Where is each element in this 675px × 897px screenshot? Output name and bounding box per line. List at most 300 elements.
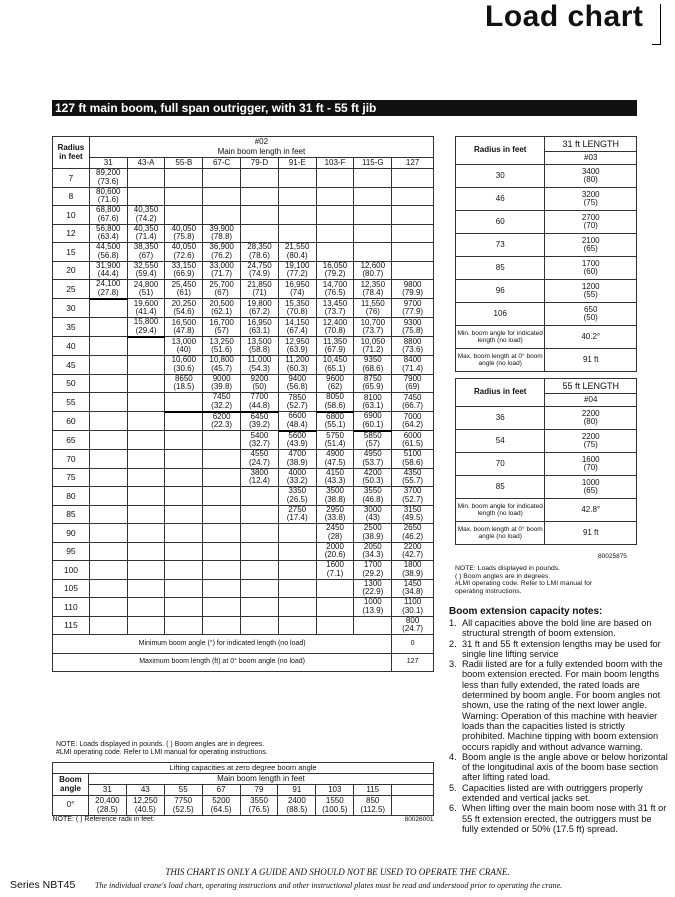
radius-cell: 50 xyxy=(53,374,90,393)
load-cell xyxy=(127,487,165,506)
load-cell xyxy=(241,542,279,561)
column-header: 43-A xyxy=(127,158,165,169)
column-header: 43 xyxy=(126,785,164,796)
radius-cell: 85 xyxy=(53,505,90,524)
load-cell xyxy=(203,524,241,543)
load-cell: 11,000 (54.3) xyxy=(241,356,279,375)
load-cell xyxy=(278,187,316,206)
load-cell: 4200 (50.3) xyxy=(354,468,392,487)
load-cell: 3550 (46.8) xyxy=(354,487,392,506)
column-header: 31 xyxy=(88,785,126,796)
column-header: 31 xyxy=(89,158,127,169)
load-cell xyxy=(316,579,354,598)
load-cell xyxy=(278,169,316,188)
load-cell: 14,150 (67.4) xyxy=(278,318,316,337)
load-cell xyxy=(278,542,316,561)
load-cell-empty xyxy=(392,796,434,816)
min-angle-value: 40.2° xyxy=(545,326,637,349)
jib-chart-code: 80025875 xyxy=(598,553,627,560)
title-bracket-line xyxy=(660,4,661,44)
radius-cell: 30 xyxy=(456,165,545,188)
radius-cell: 12 xyxy=(53,224,90,243)
load-cell: 1100 (30.1) xyxy=(392,598,434,617)
load-cell: 2950 (33.8) xyxy=(316,505,354,524)
jib-note-line: operating instructions. xyxy=(455,587,522,595)
load-cell xyxy=(316,616,354,635)
load-cell: 9350 (68.6) xyxy=(354,356,392,375)
load-cell xyxy=(392,169,434,188)
load-cell: 11,200 (60.3) xyxy=(278,356,316,375)
load-cell xyxy=(165,579,203,598)
load-cell: 7450 (32.2) xyxy=(203,393,241,412)
radius-cell: 110 xyxy=(53,598,90,617)
load-cell: 13,450 (73.7) xyxy=(316,299,354,318)
load-cell xyxy=(165,505,203,524)
load-cell: 16,700 (57) xyxy=(203,318,241,337)
load-cell xyxy=(89,299,127,318)
load-cell xyxy=(127,616,165,635)
load-cell: 9000 (39.8) xyxy=(203,374,241,393)
zero-angle-label: 0° xyxy=(53,796,89,816)
radius-cell: 10 xyxy=(53,206,90,225)
load-cell xyxy=(89,598,127,617)
load-cell xyxy=(316,598,354,617)
max-length-label: Max. boom length at 0° boom angle (no load) xyxy=(456,522,545,545)
max-length-value: 91 ft xyxy=(545,522,637,545)
load-cell xyxy=(203,542,241,561)
load-cell xyxy=(392,187,434,206)
boom-length-header: Main boom length in feet xyxy=(88,774,433,785)
load-cell: 12,950 (63.9) xyxy=(278,337,316,356)
zero-table-title: Lifting capacities at zero degree boom angle xyxy=(53,763,434,774)
extension-note xyxy=(449,803,669,834)
load-cell: 8400 (71.4) xyxy=(392,356,434,375)
load-cell: 9600 (62) xyxy=(316,374,354,393)
load-cell: 6900 (60.1) xyxy=(354,412,392,431)
load-cell: 5200 (64.5) xyxy=(202,796,240,816)
extension-note xyxy=(449,639,669,660)
radius-cell: 45 xyxy=(53,356,90,375)
load-cell: 19,100 (77.2) xyxy=(278,261,316,280)
load-cell: 3000 (43) xyxy=(354,505,392,524)
lmi-code: #03 xyxy=(545,152,637,165)
load-cell xyxy=(165,598,203,617)
load-cell: 2200 (80) xyxy=(545,407,637,430)
load-cell: 1600 (70) xyxy=(545,453,637,476)
load-cell: 13,500 (58.8) xyxy=(241,337,279,356)
load-cell: 8100 (63.1) xyxy=(354,393,392,412)
load-cell: 3700 (52.7) xyxy=(392,487,434,506)
load-cell xyxy=(127,374,165,393)
load-cell xyxy=(165,524,203,543)
load-cell xyxy=(354,616,392,635)
load-cell xyxy=(203,169,241,188)
load-cell: 5850 (57) xyxy=(354,431,392,450)
load-cell: 2650 (46.2) xyxy=(392,524,434,543)
radius-cell: 70 xyxy=(53,450,90,469)
load-cell: 1550 (100.5) xyxy=(316,796,354,816)
load-cell: 4000 (33.2) xyxy=(278,468,316,487)
note-text: 31 ft and 55 ft extension lengths may be used for single line lifting service xyxy=(462,638,661,659)
load-cell xyxy=(127,393,165,412)
main-note-line: NOTE: Loads displayed in pounds. ( ) Boom angles are in degrees. xyxy=(56,741,265,748)
load-cell xyxy=(241,505,279,524)
load-cell: 9200 (50) xyxy=(241,374,279,393)
radius-cell: 95 xyxy=(53,542,90,561)
load-cell: 9300 (75.8) xyxy=(392,318,434,337)
jib-length-header: 55 ft LENGTH xyxy=(545,379,637,394)
load-cell: 80,600 (71.6) xyxy=(89,187,127,206)
load-cell xyxy=(203,579,241,598)
load-cell xyxy=(89,505,127,524)
jib-55ft-table xyxy=(455,378,637,545)
load-cell xyxy=(127,561,165,580)
load-cell xyxy=(392,243,434,262)
note-number: 6. xyxy=(449,803,457,814)
lmi-code: #02 xyxy=(89,137,433,148)
radius-cell: 30 xyxy=(53,299,90,318)
load-cell xyxy=(165,412,203,431)
load-cell xyxy=(127,524,165,543)
load-cell: 1200 (55) xyxy=(545,280,637,303)
load-cell: 1450 (34.8) xyxy=(392,579,434,598)
load-cell: 19,600 (41.4) xyxy=(127,299,165,318)
note-text: Capacities listed are with outriggers properly extended and vertical jacks set. xyxy=(462,782,643,804)
load-cell: 20,500 (62.1) xyxy=(203,299,241,318)
load-cell: 40,050 (72.6) xyxy=(165,243,203,262)
load-cell xyxy=(165,616,203,635)
load-cell xyxy=(354,243,392,262)
lmi-code: #04 xyxy=(545,394,637,407)
load-cell xyxy=(127,450,165,469)
load-cell: 3150 (49.5) xyxy=(392,505,434,524)
load-cell xyxy=(89,318,127,337)
load-cell xyxy=(316,206,354,225)
load-cell: 4350 (55.7) xyxy=(392,468,434,487)
radius-cell: 90 xyxy=(53,524,90,543)
load-cell xyxy=(354,169,392,188)
column-header: 55-B xyxy=(165,158,203,169)
radius-cell: 106 xyxy=(456,303,545,326)
radius-cell: 70 xyxy=(456,453,545,476)
load-cell: 16,950 (74) xyxy=(278,280,316,299)
column-header: 115-G xyxy=(354,158,392,169)
load-cell: 15,350 (70.8) xyxy=(278,299,316,318)
load-cell xyxy=(241,524,279,543)
load-cell: 2050 (34.3) xyxy=(354,542,392,561)
series-label: Series NBT45 xyxy=(10,879,76,891)
load-cell xyxy=(392,206,434,225)
load-cell: 4700 (38.9) xyxy=(278,450,316,469)
load-cell xyxy=(127,356,165,375)
min-angle-value: 42.8° xyxy=(545,499,637,522)
radius-cell: 75 xyxy=(53,468,90,487)
column-header: 103 xyxy=(316,785,354,796)
load-cell xyxy=(316,224,354,243)
load-cell: 25,450 (61) xyxy=(165,280,203,299)
load-cell: 8800 (73.6) xyxy=(392,337,434,356)
load-cell: 9800 (79.9) xyxy=(392,280,434,299)
radius-cell: 85 xyxy=(456,257,545,280)
load-cell xyxy=(89,431,127,450)
load-cell: 3200 (75) xyxy=(545,188,637,211)
load-cell xyxy=(203,561,241,580)
load-cell: 3500 (38.8) xyxy=(316,487,354,506)
max-length-value: 127 xyxy=(392,653,434,672)
column-header: 115 xyxy=(354,785,392,796)
load-cell: 20,250 (54.6) xyxy=(165,299,203,318)
load-cell xyxy=(203,487,241,506)
load-cell: 6800 (55.1) xyxy=(316,412,354,431)
extension-note xyxy=(449,618,669,639)
column-header: 67-C xyxy=(203,158,241,169)
load-cell xyxy=(89,616,127,635)
load-cell: 3800 (12.4) xyxy=(241,468,279,487)
load-cell: 3400 (80) xyxy=(545,165,637,188)
load-cell xyxy=(89,487,127,506)
zero-angle-table xyxy=(52,762,434,825)
load-cell: 21,850 (71) xyxy=(241,280,279,299)
load-cell xyxy=(278,524,316,543)
load-cell: 4900 (47.5) xyxy=(316,450,354,469)
load-cell xyxy=(127,505,165,524)
load-cell: 2000 (20.6) xyxy=(316,542,354,561)
radius-cell: 54 xyxy=(456,430,545,453)
column-header: 67 xyxy=(202,785,240,796)
load-cell xyxy=(89,450,127,469)
load-cell: 11,350 (67.9) xyxy=(316,337,354,356)
title-bracket-tick xyxy=(652,44,661,45)
load-cell xyxy=(316,187,354,206)
load-cell xyxy=(241,169,279,188)
column-header: 127 xyxy=(392,158,434,169)
load-cell: 7750 (52.5) xyxy=(164,796,202,816)
load-cell: 21,550 (80.4) xyxy=(278,243,316,262)
load-cell xyxy=(278,206,316,225)
load-cell: 40,350 (71.4) xyxy=(127,224,165,243)
load-cell: 40,350 (74.2) xyxy=(127,206,165,225)
load-cell: 36,900 (76.2) xyxy=(203,243,241,262)
load-cell: 6200 (22.3) xyxy=(203,412,241,431)
load-cell xyxy=(241,187,279,206)
load-cell xyxy=(241,561,279,580)
load-cell: 25,700 (67) xyxy=(203,280,241,299)
load-cell: 2750 (17.4) xyxy=(278,505,316,524)
load-cell: 7850 (52.7) xyxy=(278,393,316,412)
column-header: 55 xyxy=(164,785,202,796)
load-cell: 2700 (70) xyxy=(545,211,637,234)
load-cell xyxy=(316,243,354,262)
load-cell xyxy=(241,487,279,506)
load-cell xyxy=(165,393,203,412)
load-cell: 4550 (24.7) xyxy=(241,450,279,469)
min-angle-label: Min. boom angle for indicated length (no load) xyxy=(456,326,545,349)
load-cell: 800 (24.7) xyxy=(392,616,434,635)
load-cell: 44,500 (56.8) xyxy=(89,243,127,262)
load-cell xyxy=(165,431,203,450)
footer-warning: THIS CHART IS ONLY A GUIDE AND SHOULD NOT BE USED TO OPERATE THE CRANE. xyxy=(165,867,510,877)
load-cell: 13,000 (40) xyxy=(165,337,203,356)
load-cell xyxy=(165,206,203,225)
main-notes xyxy=(56,741,446,757)
load-cell: 1700 (29.2) xyxy=(354,561,392,580)
column-header: 91-E xyxy=(278,158,316,169)
load-cell xyxy=(165,450,203,469)
load-cell: 3550 (76.5) xyxy=(240,796,278,816)
load-cell xyxy=(165,169,203,188)
load-cell: 650 (50) xyxy=(545,303,637,326)
extension-note xyxy=(449,659,669,710)
load-cell: 32,550 (59.4) xyxy=(127,261,165,280)
max-length-value: 91 ft xyxy=(545,349,637,372)
load-cell: 68,800 (67.6) xyxy=(89,206,127,225)
load-cell xyxy=(89,374,127,393)
load-cell xyxy=(89,524,127,543)
load-cell xyxy=(354,187,392,206)
main-note-line: #LMI operating code. Refer to LMI manual for operating instructions. xyxy=(56,749,268,756)
load-cell xyxy=(127,468,165,487)
load-cell: 10,700 (73.7) xyxy=(354,318,392,337)
load-cell: 8050 (58.6) xyxy=(316,393,354,412)
load-cell xyxy=(392,224,434,243)
load-cell: 4950 (53.7) xyxy=(354,450,392,469)
load-cell: 1800 (38.9) xyxy=(392,561,434,580)
load-cell xyxy=(203,450,241,469)
radius-cell: 105 xyxy=(53,579,90,598)
column-header: 79-D xyxy=(241,158,279,169)
load-cell xyxy=(127,431,165,450)
load-cell xyxy=(127,598,165,617)
load-cell xyxy=(127,542,165,561)
load-cell: 1000 (13.9) xyxy=(354,598,392,617)
note-text: Warning: Operation of this machine with heavier loads than the capacities listed is strictly prohibited. Machine tipping with boom extension occurs rapidly and without advance warning. xyxy=(462,710,659,752)
radius-cell: 46 xyxy=(456,188,545,211)
load-cell xyxy=(203,431,241,450)
load-cell: 12,600 (80.7) xyxy=(354,261,392,280)
radius-cell: 60 xyxy=(53,412,90,431)
radius-cell: 7 xyxy=(53,169,90,188)
radius-cell: 35 xyxy=(53,318,90,337)
column-header: 79 xyxy=(240,785,278,796)
load-cell: 2450 (28) xyxy=(316,524,354,543)
load-cell: 19,800 (67.2) xyxy=(241,299,279,318)
load-cell: 6600 (48.4) xyxy=(278,412,316,431)
load-cell xyxy=(89,579,127,598)
boom-length-header: Main boom length in feet xyxy=(89,147,433,158)
max-length-label: Max. boom length at 0° boom angle (no load) xyxy=(456,349,545,372)
load-cell: 24,100 (27.8) xyxy=(89,280,127,299)
load-cell xyxy=(278,616,316,635)
main-load-table xyxy=(52,136,434,672)
load-cell: 14,700 (76.5) xyxy=(316,280,354,299)
radius-header: Radius in feet xyxy=(456,379,545,407)
extension-note xyxy=(449,783,669,804)
load-cell: 8650 (18.5) xyxy=(165,374,203,393)
extension-notes-title: Boom extension capacity notes: xyxy=(449,606,603,617)
radius-cell: 8 xyxy=(53,187,90,206)
load-cell xyxy=(241,206,279,225)
min-angle-value: 0 xyxy=(392,635,434,654)
radius-cell: 85 xyxy=(456,476,545,499)
note-text: Boom angle is the angle above or below horizontal of the longitudinal axis of the boom base section after lifting rated load. xyxy=(462,751,668,783)
radius-cell: 15 xyxy=(53,243,90,262)
load-cell: 10,600 (30.6) xyxy=(165,356,203,375)
load-cell: 24,750 (74.9) xyxy=(241,261,279,280)
note-number: 5. xyxy=(449,782,457,793)
load-cell: 10,450 (65.1) xyxy=(316,356,354,375)
load-cell: 89,200 (73.6) xyxy=(89,169,127,188)
load-cell: 13,250 (51.6) xyxy=(203,337,241,356)
load-cell: 2200 (42.7) xyxy=(392,542,434,561)
load-cell: 10,800 (45.7) xyxy=(203,356,241,375)
load-cell: 16,050 (79.2) xyxy=(316,261,354,280)
load-cell: 12,400 (70.8) xyxy=(316,318,354,337)
jib-31ft-table xyxy=(455,136,637,372)
radius-header: Radius in feet xyxy=(53,137,90,169)
load-cell xyxy=(203,187,241,206)
note-number: 1. xyxy=(449,618,457,628)
load-cell: 5400 (32.7) xyxy=(241,431,279,450)
load-cell: 16,950 (63.1) xyxy=(241,318,279,337)
load-cell: 12,250 (40.5) xyxy=(126,796,164,816)
min-angle-label: Minimum boom angle (°) for indicated length (no load) xyxy=(53,635,392,654)
load-cell: 1000 (65) xyxy=(545,476,637,499)
load-cell: 33,000 (71.7) xyxy=(203,261,241,280)
radius-cell: 65 xyxy=(53,431,90,450)
load-cell xyxy=(165,542,203,561)
load-cell: 12,350 (78.4) xyxy=(354,280,392,299)
load-cell: 3350 (26.5) xyxy=(278,487,316,506)
radius-cell: 36 xyxy=(456,407,545,430)
load-cell: 6450 (39.2) xyxy=(241,412,279,431)
load-cell: 16,500 (47.8) xyxy=(165,318,203,337)
load-cell xyxy=(89,412,127,431)
load-cell xyxy=(89,468,127,487)
extension-note xyxy=(449,711,669,752)
load-cell xyxy=(127,187,165,206)
load-cell xyxy=(127,579,165,598)
load-cell xyxy=(241,598,279,617)
note-number: 4. xyxy=(449,751,457,762)
load-cell xyxy=(203,505,241,524)
load-cell: 10,050 (71.2) xyxy=(354,337,392,356)
load-cell xyxy=(127,412,165,431)
load-cell xyxy=(165,187,203,206)
jib-note-line: NOTE: Loads displayed in pounds. xyxy=(455,565,561,572)
extension-notes-list xyxy=(449,618,669,834)
radius-cell: 73 xyxy=(456,234,545,257)
load-cell xyxy=(278,224,316,243)
load-cell: 5600 (43.9) xyxy=(278,431,316,450)
jib-note-line: #LMI operating code. Refer to LMI manual for xyxy=(455,580,593,587)
jib-note-line: ( ) Boom angles are in degrees. xyxy=(455,572,551,580)
load-cell xyxy=(241,224,279,243)
load-cell: 2200 (75) xyxy=(545,430,637,453)
load-cell xyxy=(89,337,127,356)
load-cell: 7000 (64.2) xyxy=(392,412,434,431)
load-cell xyxy=(89,393,127,412)
load-cell xyxy=(203,616,241,635)
zero-table-note: NOTE: ( ) Reference radii in feet. xyxy=(52,816,155,823)
min-angle-label: Min. boom angle for indicated length (no load) xyxy=(456,499,545,522)
load-cell xyxy=(127,169,165,188)
load-cell: 1700 (60) xyxy=(545,257,637,280)
load-cell: 1300 (22.9) xyxy=(354,579,392,598)
load-cell xyxy=(165,561,203,580)
load-cell xyxy=(241,616,279,635)
radius-cell: 55 xyxy=(53,393,90,412)
load-cell xyxy=(89,561,127,580)
